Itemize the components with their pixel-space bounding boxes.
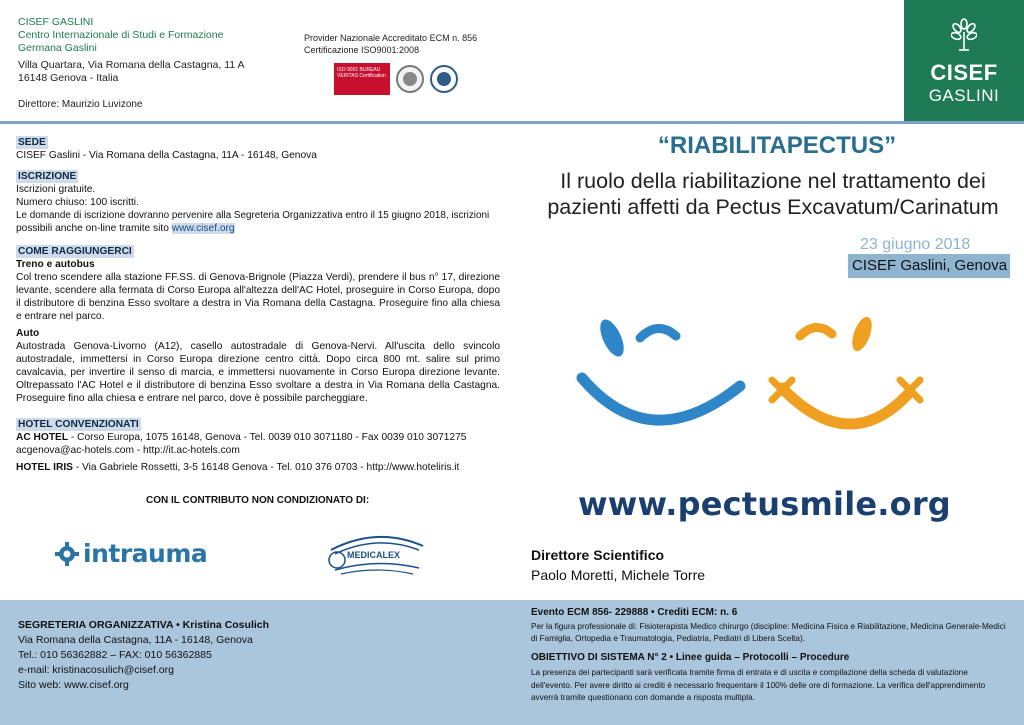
address-line1: Villa Quartara, Via Romana della Castagna, 11 A bbox=[18, 59, 245, 71]
medicalex-logo bbox=[327, 528, 427, 578]
segreteria-title: SEGRETERIA ORGANIZZATIVA • Kristina Cosulich bbox=[18, 619, 270, 631]
subtitle-line1: Il ruolo della riabilitazione nel trattamento dei bbox=[560, 169, 986, 193]
segreteria-address: Via Romana della Castagna, 11A - 16148, Genova bbox=[18, 634, 253, 646]
certification-seal-icon bbox=[396, 65, 424, 93]
org-director: Direttore: Maurizio Luvizone bbox=[18, 99, 143, 110]
event-title: “RIABILITAPECTUS” bbox=[657, 132, 897, 159]
cisef-website-link[interactable]: www.cisef.org bbox=[171, 223, 235, 234]
brand-line2: GASLINI bbox=[928, 86, 1000, 105]
ecm-description: Per la figura professionale di: Fisioterapista Medico chirurgo (discipline: Medicina Fisica e Riabilitazione, Medicina Generale-Medici di Famiglia, Ortopedia e Traumatologia, Pediatria, Pediatri di Libera Scelta). bbox=[531, 622, 1006, 643]
section-come-raggiungerci bbox=[16, 245, 500, 405]
auto-text: Autostrada Genova-Livorno (A12), casello autostradale di Genova-Nervi. All'uscita dello svincolo autostradale, immettersi in Corso Europa direzione centro città. Dopo circa 800 mt. salire sul primo cavalcavia, per invertire il senso di marcia, e immettersi nuovamente in Corso Europa direzione levante. Oltrepassato l'AC Hotel e il distributore di benzina Esso svoltare a destra in Via Romana della Castagna. Proseguire fino alla chiesa e entrare nel parco, dove è possibile parcheggiare. bbox=[16, 341, 500, 404]
iris-hotel-text: - Via Gabriele Rossetti, 3-5 16148 Genova - Tel. 010 376 0703 - http://www.hoteliris.it bbox=[72, 462, 460, 473]
org-line1: CISEF GASLINI bbox=[18, 16, 94, 28]
org-line2: Centro Internazionale di Studi e Formazione bbox=[18, 29, 224, 41]
segreteria-phone: Tel.: 010 56362882 – FAX: 010 56362885 bbox=[18, 649, 212, 661]
section-iscrizione bbox=[16, 170, 500, 235]
provider-line2: Certificazione ISO9001:2008 bbox=[304, 45, 420, 55]
iscrizione-line4-prefix: possibili anche on-line tramite sito bbox=[16, 223, 169, 234]
scientific-director-names: Paolo Moretti, Michele Torre bbox=[531, 567, 706, 583]
sede-heading: SEDE bbox=[18, 137, 46, 148]
iscrizione-heading: ISCRIZIONE bbox=[18, 171, 77, 182]
auto-heading: Auto bbox=[16, 328, 40, 339]
treno-text: Col treno scendere alla stazione FF.SS. di Genova-Brignole (Piazza Verdi), prendere il bus n° 17, direzione levante, scendere alla fermata di Corso Europa all'altezza dell'AC Hotel, proseguire in Corso Europa, dopo il distributore di benzina Esso svoltare a destra in Via Romana della Castagna. Proseguire fino alla chiesa e entrare nel parco. bbox=[16, 272, 500, 322]
iris-hotel-name: HOTEL IRIS bbox=[16, 462, 73, 473]
org-line3: Germana Gaslini bbox=[18, 42, 97, 54]
cisef-gaslini-logo bbox=[904, 0, 1024, 121]
iscrizione-line1: Iscrizioni gratuite. bbox=[16, 184, 96, 195]
sede-text: CISEF Gaslini - Via Romana della Castagna, 11A - 16148, Genova bbox=[16, 150, 317, 161]
smiley-orange-icon bbox=[772, 314, 920, 424]
event-date: 23 giugno 2018 bbox=[860, 236, 971, 253]
intrauma-wordmark: intrauma bbox=[83, 539, 208, 568]
ac-hotel-line bbox=[16, 431, 500, 444]
subtitle-line2: pazienti affetti da Pectus Excavatum/Carinatum bbox=[547, 195, 999, 219]
org-address bbox=[18, 59, 244, 85]
ac-hotel-text: - Corso Europa, 1075 16148, Genova - Tel. 0039 010 3071180 - Fax 0039 010 3071275 bbox=[68, 432, 467, 443]
section-hotel bbox=[16, 418, 500, 474]
brand-line1: CISEF bbox=[930, 60, 998, 85]
header-divider bbox=[0, 121, 1024, 124]
section-sede bbox=[16, 136, 500, 162]
objective-description: La presenza dei partecipanti sarà verificata tramite firma di entrata e di uscita e compilazione della scheda di valutazione dell'evento. Per avere diritto ai crediti è necessario frequentare il 100% delle ore di formazione. La verifica dell'apprendimento avverrà tramite questionario con domande a risposta multipla. bbox=[531, 668, 986, 702]
hotel-heading: HOTEL CONVENZIONATI bbox=[18, 419, 139, 430]
treno-heading: Treno e autobus bbox=[16, 259, 95, 270]
event-venue: CISEF Gaslini, Genova bbox=[848, 254, 1010, 278]
pectusmile-website[interactable]: www.pectusmile.org bbox=[578, 485, 951, 523]
org-name bbox=[18, 16, 223, 55]
smiles-illustration bbox=[560, 308, 960, 448]
ac-hotel-name: AC HOTEL bbox=[16, 432, 69, 443]
iscrizione-line3: Le domande di iscrizione dovranno pervenire alla Segreteria Organizzativa entro il 15 giugno 2018, iscrizioni bbox=[16, 210, 490, 221]
iscrizione-line4 bbox=[16, 222, 500, 235]
event-subtitle bbox=[526, 168, 1020, 220]
bureau-veritas-logo: ISO 9001 BUREAU VERITAS Certification bbox=[334, 63, 390, 95]
provider-info bbox=[304, 32, 477, 56]
segreteria-email[interactable]: e-mail: kristinacosulich@cisef.org bbox=[18, 664, 174, 676]
ac-hotel-contacts: acgenova@ac-hotels.com - http://it.ac-hotels.com bbox=[16, 445, 240, 456]
iscrizione-line2: Numero chiuso: 100 iscritti. bbox=[16, 197, 139, 208]
come-heading: COME RAGGIUNGERCI bbox=[18, 246, 132, 257]
medicalex-wordmark: MEDICALEX bbox=[347, 550, 401, 560]
sponsor-heading: CON IL CONTRIBUTO NON CONDIZIONATO DI: bbox=[146, 495, 370, 506]
accredia-seal-icon bbox=[430, 65, 458, 93]
certification-logos bbox=[334, 63, 458, 95]
segreteria-website[interactable]: Sito web: www.cisef.org bbox=[18, 679, 129, 691]
gear-icon bbox=[55, 542, 79, 566]
address-line2: 16148 Genova - Italia bbox=[18, 72, 119, 84]
intrauma-logo bbox=[55, 539, 207, 568]
provider-line1: Provider Nazionale Accreditato ECM n. 856 bbox=[304, 33, 478, 43]
scientific-director-title: Direttore Scientifico bbox=[531, 547, 665, 563]
smiley-blue-icon bbox=[582, 316, 740, 420]
ecm-title: Evento ECM 856- 229888 • Crediti ECM: n. 6 bbox=[531, 607, 738, 618]
tree-icon bbox=[951, 18, 977, 52]
objective-title: OBIETTIVO DI SISTEMA N° 2 • Linee guida – Protocolli – Procedure bbox=[531, 652, 850, 663]
iris-hotel-line bbox=[16, 461, 500, 474]
